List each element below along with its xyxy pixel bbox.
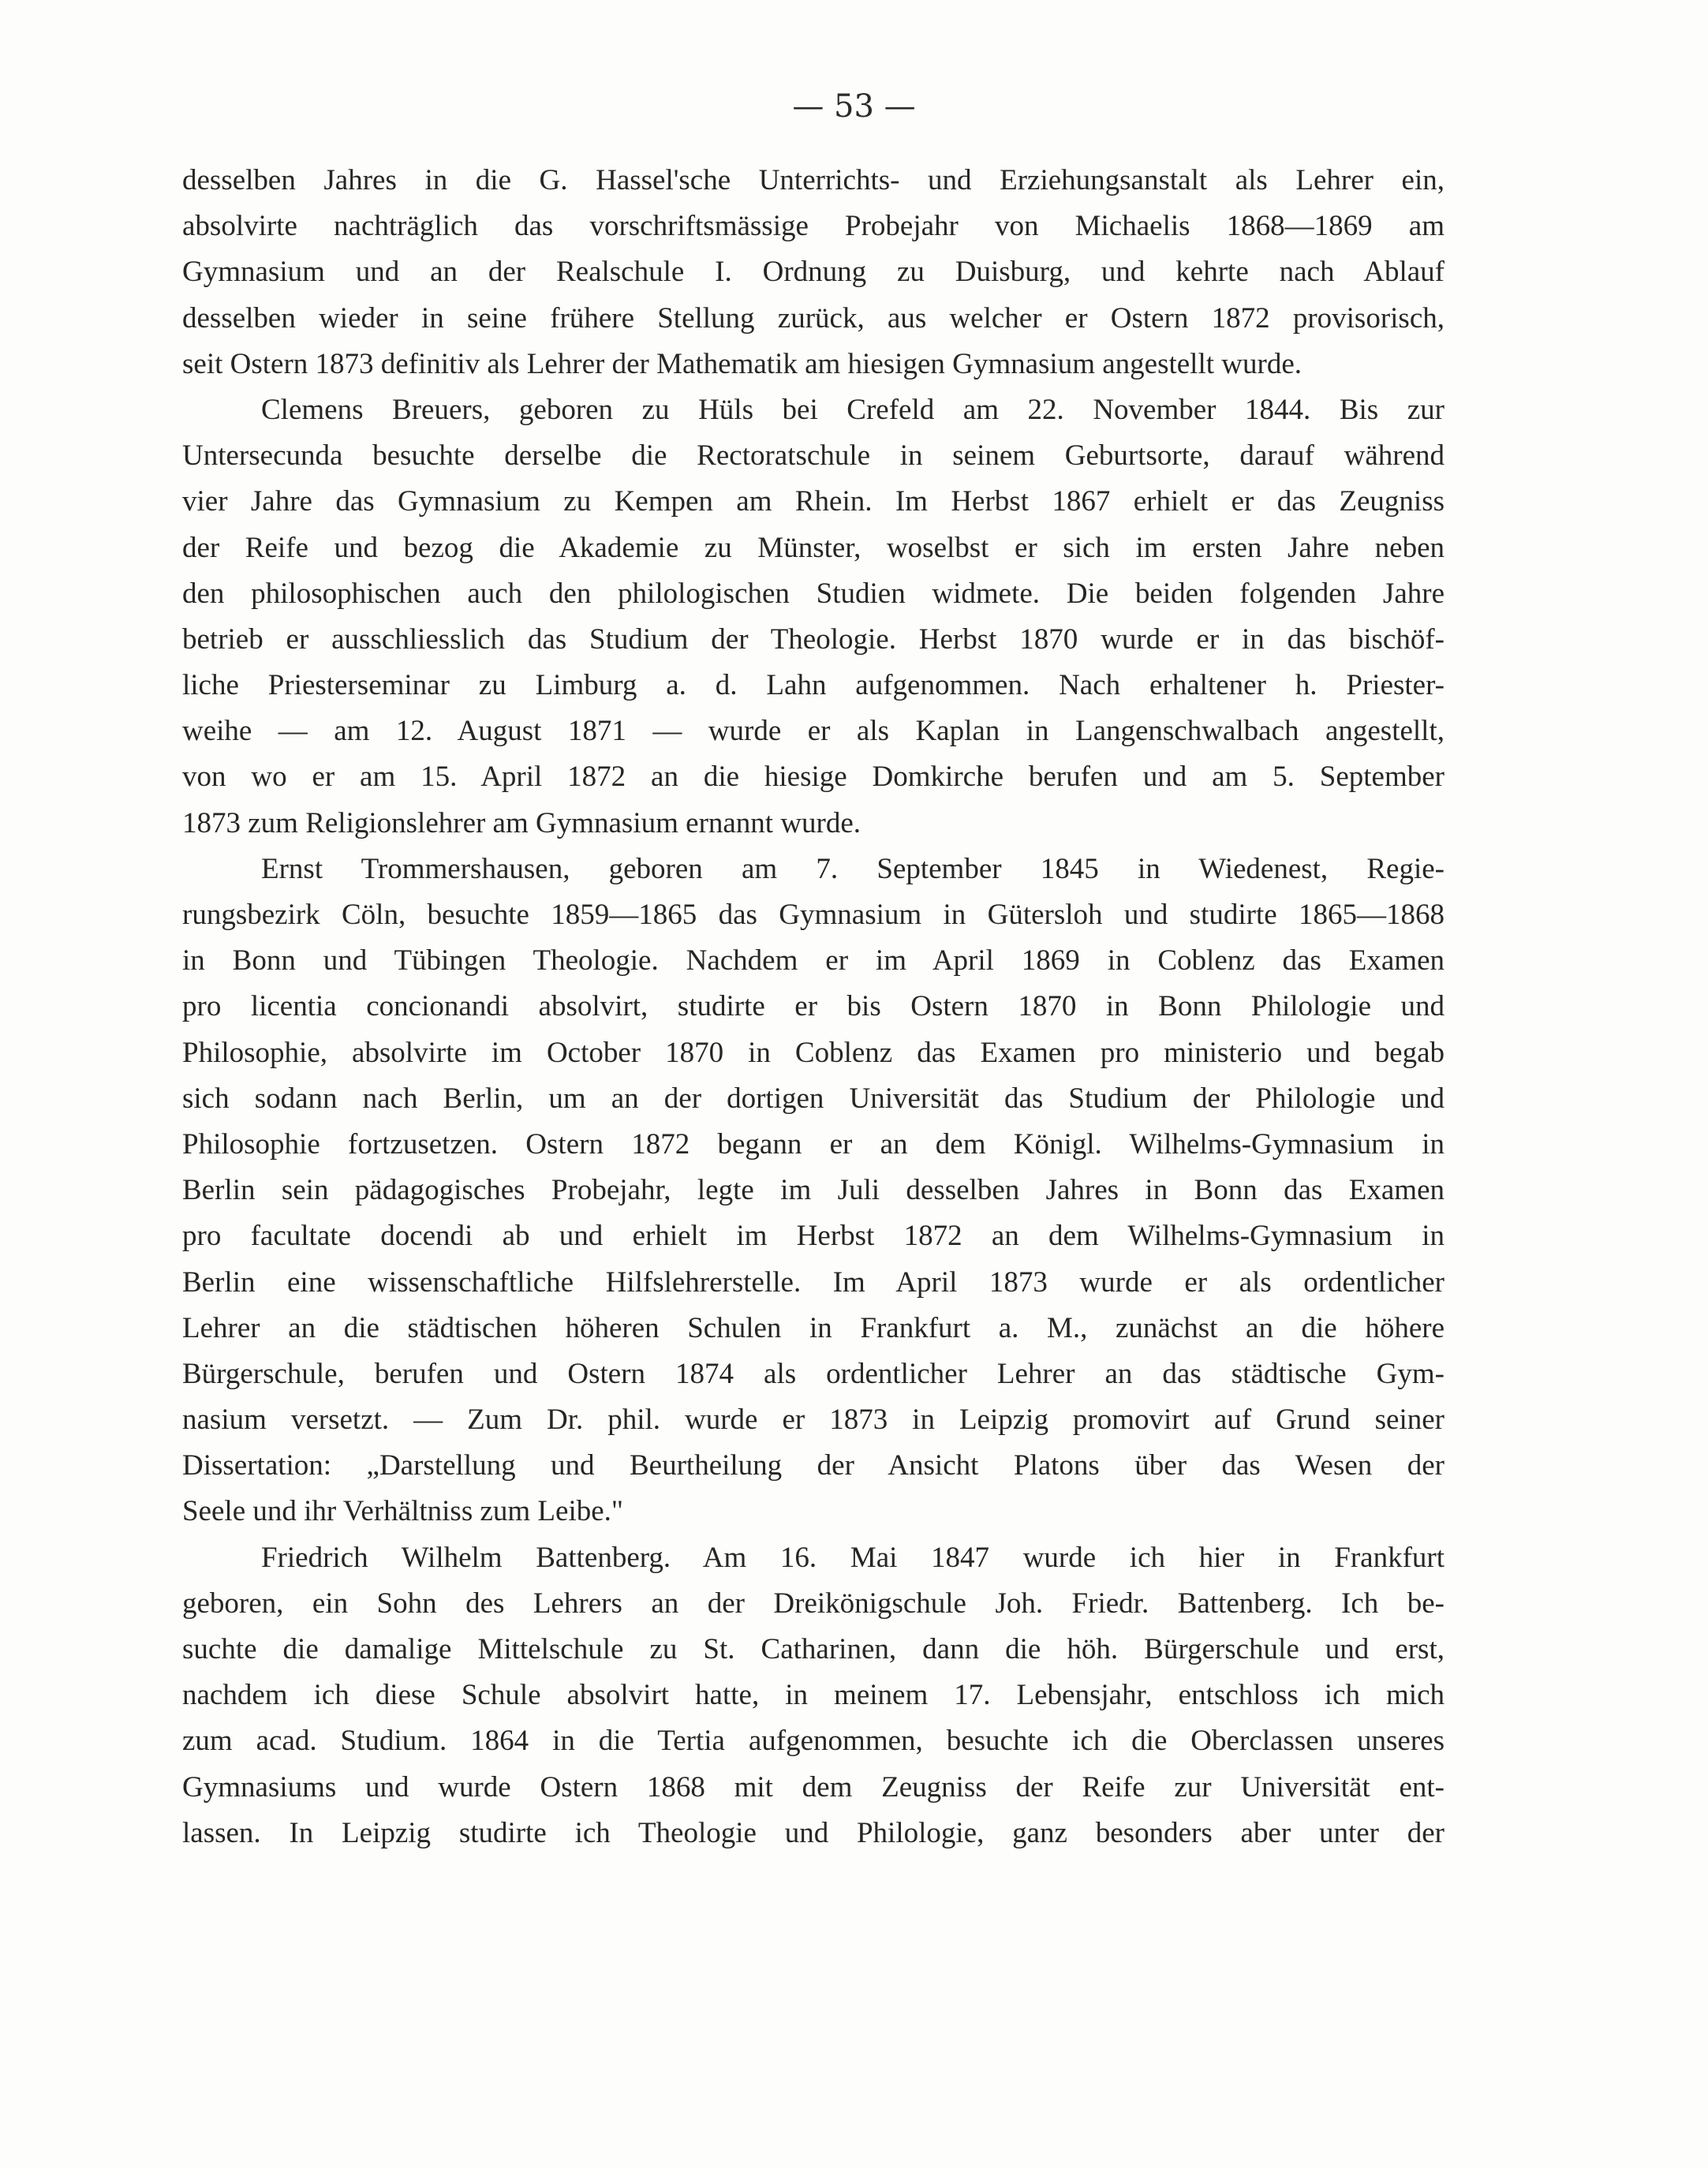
text-line: lassen. In Leipzig studirte ich Theologie und Philologie, ganz besonders aber unter der: [182, 1816, 1445, 1849]
text-line: betrieb er ausschliesslich das Studium der Theologie. Herbst 1870 wurde er in das bischöf-: [182, 622, 1445, 656]
text-line: Ernst Trommershausen, geboren am 7. September 1845 in Wiedenest, Regie-: [261, 852, 1445, 885]
text-line: von wo er am 15. April 1872 an die hiesige Domkirche berufen und am 5. September: [182, 761, 1445, 794]
text-line: suchte die damalige Mittelschule zu St. Catharinen, dann die höh. Bürgerschule und erst,: [182, 1633, 1445, 1665]
text-line: nachdem ich diese Schule absolvirt hatte, in meinem 17. Lebensjahr, entschloss ich mich: [182, 1679, 1445, 1712]
text-line: geboren, ein Sohn des Lehrers an der Dreikönigschule Joh. Friedr. Battenberg. Ich be-: [182, 1587, 1445, 1620]
body-text: [182, 158, 1445, 1856]
text-line: den philosophischen auch den philologischen Studien widmete. Die beiden folgenden Jahre: [182, 577, 1445, 610]
text-line: Bürgerschule, berufen und Ostern 1874 als ordentlicher Lehrer an das städtische Gym-: [182, 1357, 1445, 1390]
text-line: weihe — am 12. August 1871 — wurde er als Kaplan in Langenschwalbach angestellt,: [182, 715, 1445, 748]
text-line: Seele und ihr Verhältniss zum Leibe.": [182, 1495, 624, 1528]
text-line: Berlin sein pädagogisches Probejahr, legte im Juli desselben Jahres in Bonn das Examen: [182, 1174, 1445, 1207]
text-line: Dissertation: „Darstellung und Beurtheilung der Ansicht Platons über das Wesen der: [182, 1449, 1445, 1482]
text-line: pro licentia concionandi absolvirt, studirte er bis Ostern 1870 in Bonn Philologie und: [182, 990, 1445, 1023]
text-line: nasium versetzt. — Zum Dr. phil. wurde er 1873 in Leipzig promovirt auf Grund seiner: [182, 1404, 1445, 1437]
text-line: rungsbezirk Cöln, besuchte 1859—1865 das Gymnasium in Gütersloh und studirte 1865—1868: [182, 899, 1445, 931]
text-line: desselben Jahres in die G. Hassel'sche Unterrichts- und Erziehungsanstalt als Lehrer ein,: [182, 164, 1445, 196]
text-line: Philosophie, absolvirte im October 1870 in Coblenz das Examen pro ministerio und begab: [182, 1036, 1445, 1069]
text-line: der Reife und bezog die Akademie zu Münster, woselbst er sich im ersten Jahre neben: [182, 531, 1445, 564]
text-line: in Bonn und Tübingen Theologie. Nachdem er im April 1869 in Coblenz das Examen: [182, 944, 1445, 977]
text-line: seit Ostern 1873 definitiv als Lehrer der Mathematik am hiesigen Gymnasium angestellt wurde.: [182, 347, 1302, 380]
text-line: liche Priesterseminar zu Limburg a. d. Lahn aufgenommen. Nach erhaltener h. Priester-: [182, 669, 1445, 702]
text-line: pro facultate docendi ab und erhielt im Herbst 1872 an dem Wilhelms-Gymnasium in: [182, 1220, 1445, 1253]
text-line: Friedrich Wilhelm Battenberg. Am 16. Mai 1847 wurde ich hier in Frankfurt: [261, 1541, 1445, 1574]
text-line: absolvirte nachträglich das vorschriftsmässige Probejahr von Michaelis 1868—1869 am: [182, 210, 1445, 243]
text-line: desselben wieder in seine frühere Stellung zurück, aus welcher er Ostern 1872 provisorisch,: [182, 301, 1445, 335]
text-line: zum acad. Studium. 1864 in die Tertia aufgenommen, besuchte ich die Oberclassen unseres: [182, 1725, 1445, 1758]
text-line: Gymnasium und an der Realschule I. Ordnung zu Duisburg, und kehrte nach Ablauf: [182, 256, 1445, 289]
text-line: 1873 zum Religionslehrer am Gymnasium ernannt wurde.: [182, 806, 861, 839]
text-line: sich sodann nach Berlin, um an der dortigen Universität das Studium der Philologie und: [182, 1082, 1445, 1115]
text-line: Gymnasiums und wurde Ostern 1868 mit dem Zeugniss der Reife zur Universität ent-: [182, 1770, 1445, 1804]
page-number: — 53 —: [792, 88, 916, 125]
text-line: Lehrer an die städtischen höheren Schulen in Frankfurt a. M., zunächst an die höhere: [182, 1311, 1445, 1344]
text-line: Clemens Breuers, geboren zu Hüls bei Crefeld am 22. November 1844. Bis zur: [261, 393, 1445, 426]
text-line: Philosophie fortzusetzen. Ostern 1872 begann er an dem Königl. Wilhelms-Gymnasium in: [182, 1127, 1445, 1161]
text-line: vier Jahre das Gymnasium zu Kempen am Rhein. Im Herbst 1867 erhielt er das Zeugniss: [182, 485, 1445, 518]
text-line: Untersecunda besuchte derselbe die Rectoratschule in seinem Geburtsorte, darauf während: [182, 439, 1445, 473]
text-line: Berlin eine wissenschaftliche Hilfslehrerstelle. Im April 1873 wurde er als ordentlicher: [182, 1265, 1445, 1299]
